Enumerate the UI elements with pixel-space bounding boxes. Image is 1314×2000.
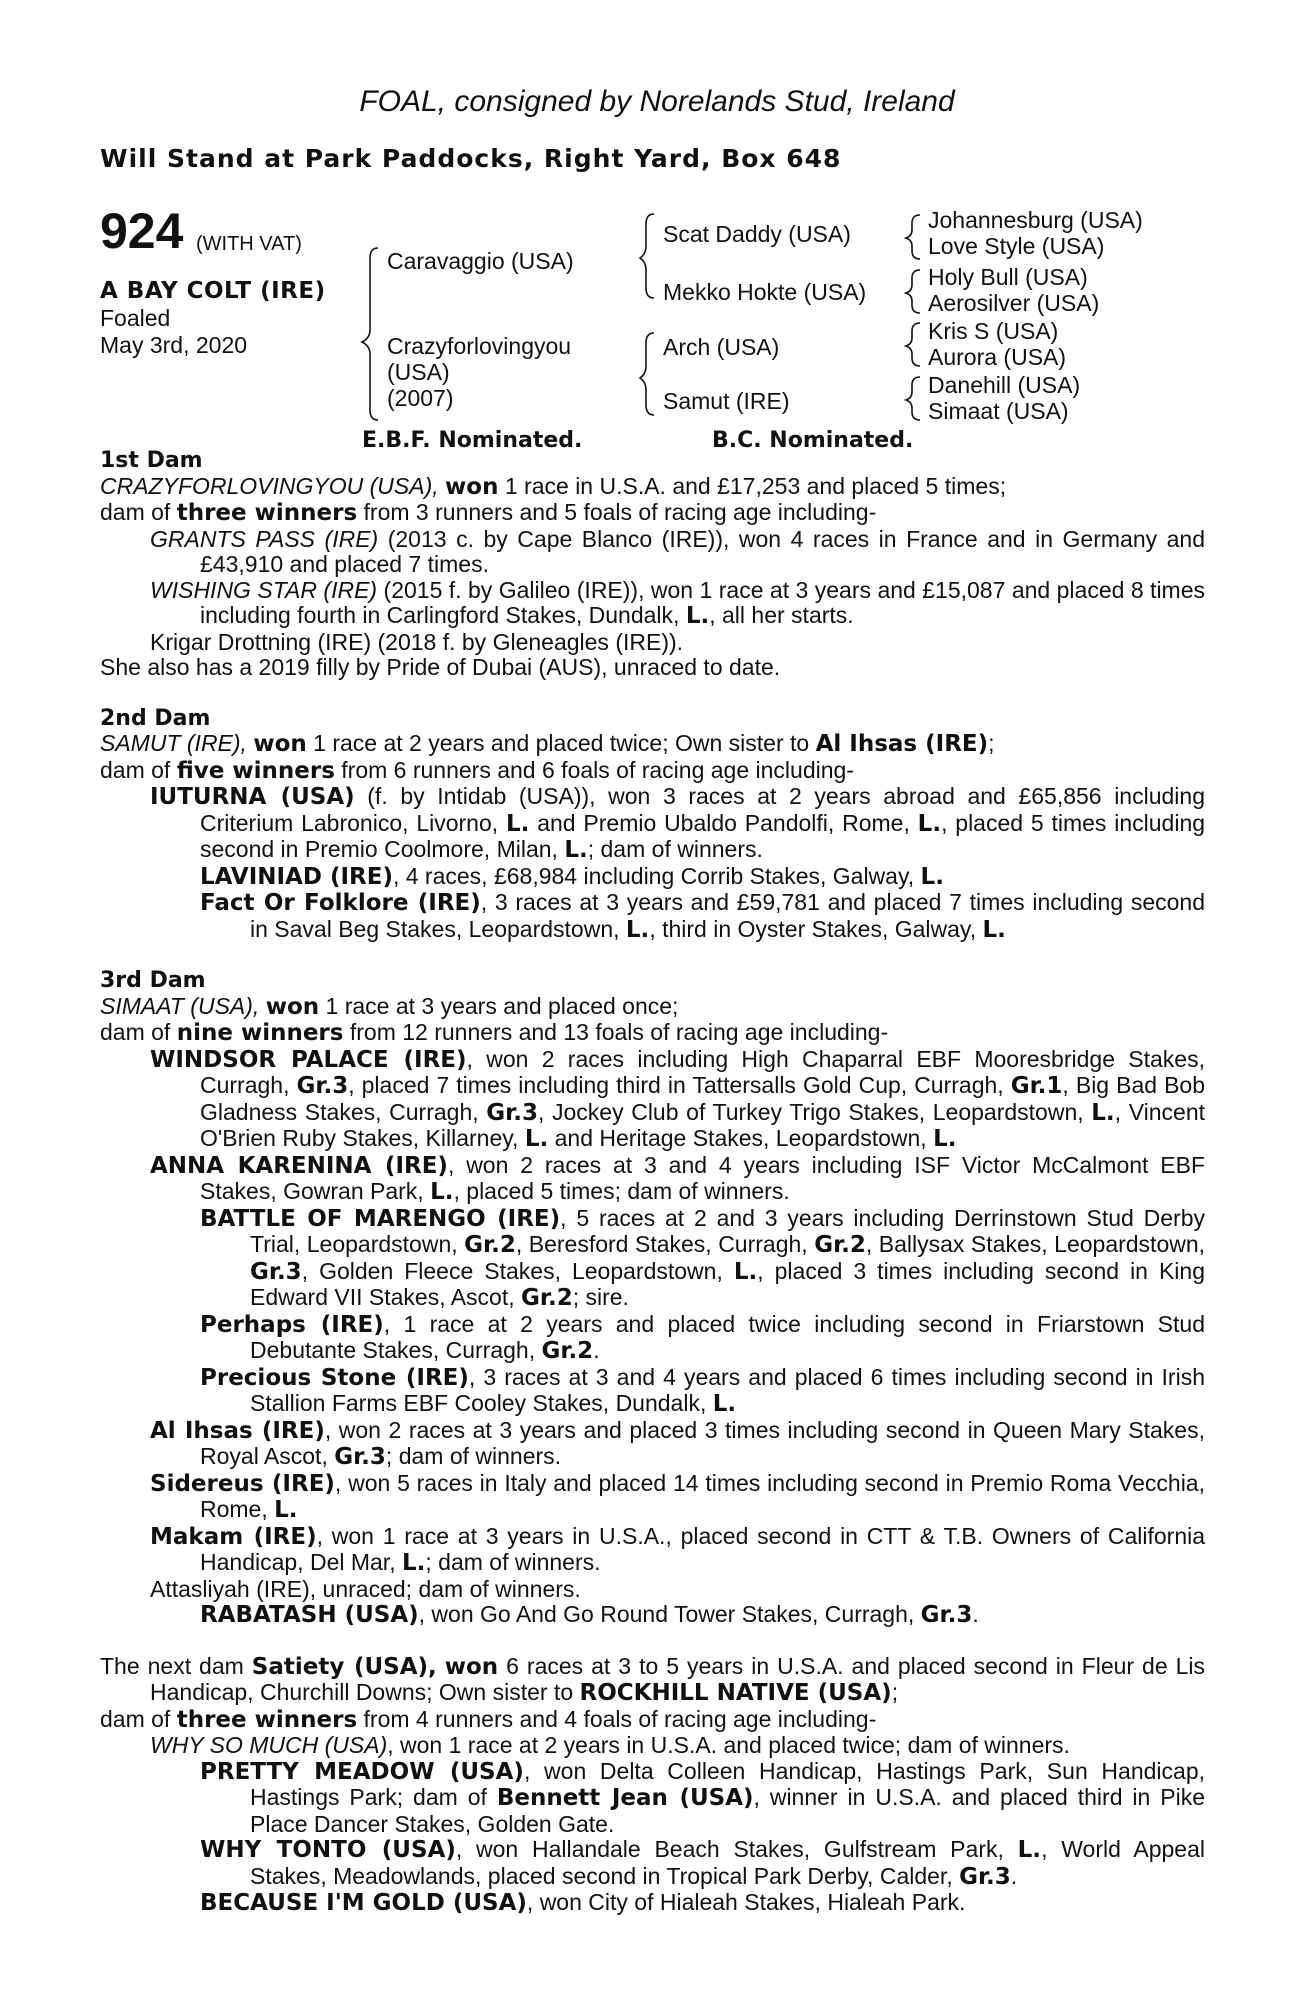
group-mark: Gr.3	[296, 1073, 349, 1099]
produce-rest: from 6 runners and 6 foals of racing age including-	[341, 756, 854, 783]
dam-name-line2: (USA)	[387, 359, 450, 385]
entry-text: , placed 3 times including second in King Edward VII Stakes, Ascot,	[250, 1257, 1205, 1310]
dam-name: Satiety (USA),	[251, 1653, 437, 1680]
ebf-nominated: E.B.F. Nominated.	[362, 428, 583, 453]
sire-dam: Mekko Hokte (USA)	[663, 279, 867, 305]
group-mark: Gr.3	[920, 1602, 973, 1628]
entry-text: and Premio Ubaldo Pandolfi, Rome,	[537, 809, 910, 836]
group-mark: Gr.2	[464, 1232, 516, 1258]
produce-entry	[150, 1047, 1205, 1153]
dam-sire: Arch (USA)	[663, 334, 780, 360]
produce-entry	[200, 890, 1205, 943]
dam-name: SIMAAT (USA),	[100, 992, 260, 1019]
lot-description: A BAY COLT (IRE)	[100, 278, 326, 304]
produce-entry	[200, 1206, 1205, 1312]
also-note: She also has a 2019 filly by Pride of Dubai (AUS), unraced to date.	[100, 654, 781, 680]
won-word: won	[444, 1653, 499, 1680]
produce-entry	[200, 1837, 1205, 1890]
listed-mark: L.	[920, 863, 944, 890]
entry-text: ; dam of winners.	[385, 1443, 562, 1469]
ped-dsd: Aurora (USA)	[928, 344, 1067, 370]
produce-entry	[200, 1365, 1205, 1418]
entry-text: , 5 races at 2 and 3 years including Derrinstown Stud Derby Trial, Leopardstown,	[250, 1204, 1205, 1257]
entry-text: .	[1010, 1862, 1018, 1889]
horse-name: IUTURNA (USA)	[150, 784, 355, 810]
entry-text: , 1 race at 2 years and placed twice including second in Friarstown Stud Debutante Stakes, Curragh,	[250, 1310, 1205, 1363]
bc-nominated: B.C. Nominated.	[712, 428, 914, 453]
produce-entry	[200, 1312, 1205, 1365]
sister-name: Al Ihsas (IRE)	[815, 731, 989, 757]
first-dam-heading: 1st Dam	[100, 448, 203, 473]
listed-mark: L.	[982, 916, 1006, 943]
listed-mark: L.	[564, 837, 588, 863]
listed-mark: L.	[524, 1126, 549, 1152]
produce-rest: from 4 runners and 4 foals of racing age including-	[363, 1705, 877, 1732]
entry-text: , 4 races, £68,984 including Corrib Stakes, Galway,	[392, 862, 915, 889]
winners-count: three winners	[176, 500, 358, 526]
first-dam-intro	[100, 474, 1205, 501]
entry-text: , won 2 races at 3 and 4 years including ISF Victor McCalmont EBF Stakes, Gowran Park,	[200, 1151, 1205, 1204]
listed-mark: L.	[401, 1550, 426, 1576]
produce-rest: from 3 runners and 5 foals of racing age including-	[363, 499, 877, 525]
intro-rest: 6 races at 3 to 5 years in U.S.A. and placed second in Fleur de Lis Handicap, Churchill Downs; Own sister to	[150, 1652, 1206, 1705]
entry-text: , Beresford Stakes, Curragh,	[515, 1231, 808, 1257]
listed-mark: L.	[1017, 1837, 1042, 1863]
entry-text: (2015 f. by Galileo (IRE)), won 1 race at 3 years and £15,087 and placed 8 times including fourth in Carlingford Stakes, Dundalk,	[200, 576, 1206, 628]
entry-text: , placed 7 times including third in Tattersalls Gold Cup, Curragh,	[348, 1072, 1004, 1098]
catalogue-body	[100, 448, 1205, 1917]
punct: ;	[988, 730, 995, 756]
punct: ;	[891, 1679, 899, 1705]
won-word: won	[265, 993, 320, 1020]
first-dam-produce	[100, 500, 1205, 527]
entry-text: , Golden Fleece Stakes, Leopardstown,	[301, 1257, 723, 1284]
next-dam-produce	[100, 1707, 1205, 1734]
produce-entry	[200, 1890, 1205, 1917]
ped-dss: Kris S (USA)	[928, 318, 1059, 344]
horse-name: PRETTY MEADOW (USA)	[200, 1758, 524, 1785]
entry-text: , Vincent O'Brien Ruby Stakes, Killarney,	[200, 1098, 1205, 1151]
entry-text: (f. by Intidab (USA)), won 3 races at 2 years abroad and £65,856 including Criterium Labronico, Livorno,	[200, 783, 1205, 836]
foaled-date: May 3rd, 2020	[100, 332, 248, 358]
entry-text: , 3 races at 3 years and £59,781 and placed 7 times including second in Saval Beg Stakes, Leopardstown,	[250, 889, 1205, 942]
horse-name: Fact Or Folklore (IRE)	[200, 890, 481, 916]
sire-sire: Scat Daddy (USA)	[663, 221, 851, 247]
entry-text: , Ballysax Stakes, Leopardstown,	[865, 1231, 1206, 1257]
ped-ddd: Simaat (USA)	[928, 398, 1069, 424]
listed-mark: L.	[685, 603, 710, 629]
won-word: won	[253, 731, 307, 757]
third-dam-intro	[100, 994, 1205, 1021]
entry-text: , won City of Hialeah Stakes, Hialeah Park.	[526, 1889, 966, 1915]
entry-text: .	[593, 1337, 600, 1363]
winners-count: nine winners	[176, 1020, 344, 1046]
produce-entry: Krigar Drottning (IRE) (2018 f. by Gleneagles (IRE)).	[150, 628, 684, 655]
produce-entry	[150, 1471, 1205, 1524]
entry-text: , third in Oyster Stakes, Galway,	[649, 915, 977, 942]
listed-mark: L.	[505, 810, 530, 837]
next-dam-intro	[100, 1654, 1205, 1707]
produce-entry	[150, 527, 1205, 578]
ped-sdd: Aerosilver (USA)	[928, 290, 1100, 316]
entry-text: and Heritage Stakes, Leopardstown,	[554, 1125, 927, 1151]
horse-name: WHY SO MUCH (USA)	[150, 1732, 388, 1758]
ped-ssd: Love Style (USA)	[928, 233, 1105, 259]
ped-sds: Holy Bull (USA)	[928, 264, 1088, 290]
horse-name: WINDSOR PALACE (IRE)	[150, 1046, 467, 1073]
second-dam-heading: 2nd Dam	[100, 705, 211, 731]
lot-number: 924	[100, 203, 184, 259]
entry-text: , placed 5 times including second in Premio Coolmore, Milan,	[200, 809, 1206, 862]
listed-mark: L.	[933, 1126, 957, 1152]
produce-entry	[150, 1153, 1205, 1206]
horse-name: Al Ihsas (IRE)	[150, 1417, 325, 1444]
intro-rest: 1 race in U.S.A. and £17,253 and placed 5 times;	[504, 472, 1007, 499]
horse-name: BATTLE OF MARENGO (IRE)	[200, 1205, 561, 1232]
third-dam-heading: 3rd Dam	[100, 968, 206, 993]
won-word: won	[445, 473, 499, 500]
entry-text: ; dam of winners.	[587, 836, 763, 862]
entry-text: , won 1 race at 3 years in U.S.A., placed second in CTT & T.B. Owners of California Handicap, Del Mar,	[200, 1522, 1206, 1575]
horse-name: Makam (IRE)	[150, 1523, 317, 1550]
produce-entry	[150, 784, 1205, 864]
produce-entry	[150, 1733, 1205, 1759]
group-mark: Gr.1	[1010, 1073, 1063, 1099]
dam-of-text: dam of	[100, 756, 171, 783]
listed-mark: L.	[712, 1391, 737, 1417]
second-dam-produce	[100, 758, 1205, 785]
group-mark: Gr.2	[541, 1338, 594, 1364]
intro-rest: 1 race at 3 years and placed once;	[325, 992, 679, 1019]
dam-dam: Samut (IRE)	[663, 388, 790, 414]
dam-name-line3: (2007)	[387, 385, 454, 411]
entry-text: , won 1 race at 2 years in U.S.A. and placed twice; dam of winners.	[387, 1732, 1070, 1758]
third-dam-produce	[100, 1020, 1205, 1047]
dam-name: CRAZYFORLOVINGYOU (USA),	[100, 472, 439, 499]
dam-name-line1: Crazyforlovingyou	[387, 333, 572, 359]
entry-text: ; dam of winners.	[425, 1549, 601, 1575]
horse-name: RABATASH (USA)	[200, 1602, 419, 1628]
produce-entry	[150, 1418, 1205, 1471]
entry-text: , all her starts.	[709, 602, 854, 628]
listed-mark: L.	[1091, 1099, 1115, 1126]
horse-name: Precious Stone (IRE)	[200, 1364, 469, 1391]
entry-text: , won Delta Colleen Handicap, Hastings Park, Sun Handicap, Hastings Park; dam of	[250, 1757, 1205, 1810]
ped-dds: Danehill (USA)	[928, 372, 1081, 398]
horse-name: BECAUSE I'M GOLD (USA)	[200, 1890, 527, 1916]
produce-rest: from 12 runners and 13 foals of racing age including-	[349, 1019, 889, 1045]
dam-of-text: dam of	[100, 1705, 171, 1732]
horse-name: Perhaps (IRE)	[200, 1311, 384, 1338]
entry-text: (2013 c. by Cape Blanco (IRE)), won 4 races in France and in Germany and £43,910 and placed 7 times.	[200, 525, 1206, 577]
entry-text: , World Appeal Stakes, Meadowlands, placed second in Tropical Park Derby, Calder,	[250, 1836, 1205, 1889]
dam-of-text: dam of	[100, 1019, 171, 1045]
next-dam-pre: The next dam	[100, 1652, 244, 1679]
horse-name: GRANTS PASS (IRE)	[150, 525, 379, 552]
entry-text: , won 5 races in Italy and placed 14 times including second in Premio Roma Vecchia, Rome,	[200, 1469, 1205, 1522]
entry-text: , won Go And Go Round Tower Stakes, Curragh,	[418, 1601, 915, 1627]
entry-text: , placed 5 times; dam of winners.	[453, 1178, 790, 1204]
winners-count: five winners	[176, 757, 335, 784]
ped-sss: Johannesburg (USA)	[928, 207, 1143, 233]
produce-entry	[200, 1759, 1205, 1838]
horse-name: WISHING STAR (IRE)	[150, 576, 378, 603]
group-mark: Gr.3	[486, 1099, 538, 1126]
entry-text: .	[972, 1601, 979, 1627]
entry-text: , won 2 races at 3 years and placed 3 times including second in Queen Mary Stakes, Royal Ascot,	[200, 1416, 1205, 1469]
foaled-label: Foaled	[100, 305, 171, 331]
group-mark: Gr.3	[334, 1444, 386, 1470]
produce-entry: Attasliyah (IRE), unraced; dam of winners.	[150, 1575, 581, 1602]
horse-name: WHY TONTO (USA)	[200, 1837, 456, 1863]
produce-entry	[150, 1524, 1205, 1577]
entry-text: , won 2 races including High Chaparral EBF Mooresbridge Stakes, Curragh,	[200, 1045, 1205, 1098]
sister-name: ROCKHILL NATIVE (USA)	[579, 1680, 892, 1706]
entry-text: , winner in U.S.A. and placed third in Pike Place Dancer Stakes, Golden Gate.	[250, 1784, 1206, 1837]
produce-entry	[200, 1602, 1205, 1629]
horse-name: Bennett Jean (USA)	[496, 1785, 754, 1811]
group-mark: Gr.2	[521, 1285, 573, 1311]
horse-name: ANNA KARENINA (IRE)	[150, 1152, 448, 1179]
entry-text: , Big Bad Bob Gladness Stakes, Curragh,	[200, 1072, 1206, 1125]
group-mark: Gr.3	[959, 1863, 1011, 1890]
entry-text: , won Hallandale Beach Stakes, Gulfstream Park,	[455, 1836, 1004, 1862]
dam-of-text: dam of	[100, 499, 171, 525]
intro-rest: 1 race at 2 years and placed twice; Own sister to	[313, 730, 810, 756]
consignment-line: FOAL, consigned by Norelands Stud, Ireland	[359, 85, 955, 118]
listed-mark: L.	[917, 810, 942, 837]
listed-mark: L.	[430, 1179, 454, 1205]
second-dam-intro	[100, 731, 1205, 758]
group-mark: Gr.2	[814, 1232, 866, 1258]
group-mark: Gr.3	[250, 1258, 302, 1285]
produce-entry	[150, 578, 1205, 630]
listed-mark: L.	[274, 1497, 298, 1523]
sire-name: Caravaggio (USA)	[387, 248, 574, 274]
dam-name: SAMUT (IRE),	[100, 730, 247, 756]
entry-text: ; sire.	[572, 1284, 629, 1310]
winners-count: three winners	[176, 1706, 358, 1733]
stand-location: Will Stand at Park Paddocks, Right Yard, Box 648	[100, 144, 842, 173]
horse-name: Sidereus (IRE)	[150, 1470, 335, 1497]
produce-entry	[200, 864, 1205, 891]
entry-text: , Jockey Club of Turkey Trigo Stakes, Leopardstown,	[537, 1098, 1084, 1125]
listed-mark: L.	[733, 1258, 758, 1285]
entry-text: , 3 races at 3 and 4 years and placed 6 times including second in Irish Stallion Farms EBF Cooley Stakes, Dundalk,	[250, 1363, 1205, 1416]
listed-mark: L.	[625, 916, 650, 943]
vat-note: (WITH VAT)	[196, 233, 302, 255]
horse-name: LAVINIAD (IRE)	[200, 863, 393, 890]
